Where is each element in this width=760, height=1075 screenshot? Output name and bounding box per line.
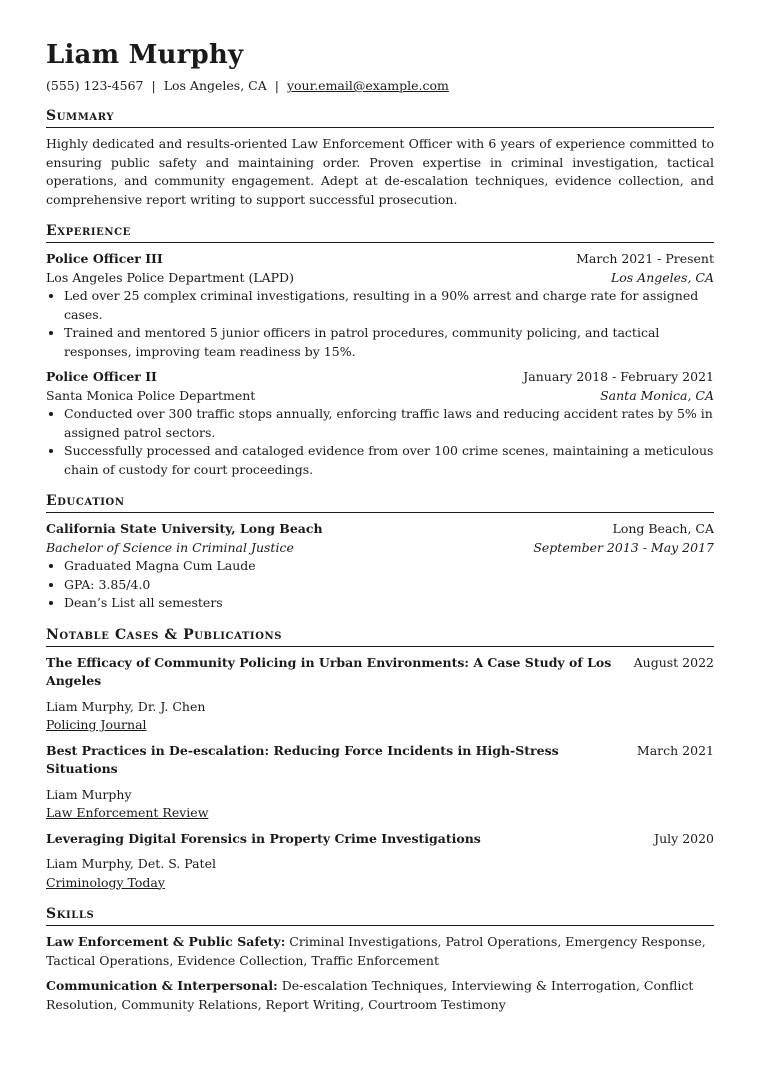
publication-date: July 2020 bbox=[654, 830, 714, 846]
list-item: • Successfully processed and cataloged evidence from over 100 crime scenes, maintaining a meticulous chain of custody for court proceedings. bbox=[64, 442, 714, 479]
section-title-summary: Summary bbox=[46, 108, 714, 128]
contact-line bbox=[46, 78, 714, 94]
publication-venue-link[interactable]: Policing Journal bbox=[46, 717, 147, 732]
section-title-skills: Skills bbox=[46, 906, 714, 926]
education-bullets bbox=[46, 557, 714, 613]
publication-venue-link[interactable]: Law Enforcement Review bbox=[46, 805, 209, 820]
employer-name: Santa Monica Police Department bbox=[46, 387, 256, 403]
phone-number: (555) 123-4567 bbox=[46, 78, 144, 93]
list-item: • GPA: 3.85/4.0 bbox=[64, 576, 714, 595]
publication-entry bbox=[46, 830, 714, 893]
section-title-publications: Notable Cases & Publications bbox=[46, 627, 714, 647]
location-text: Los Angeles, CA bbox=[163, 78, 267, 93]
job-title: Police Officer II bbox=[46, 369, 157, 384]
publication-entry bbox=[46, 742, 714, 823]
publication-title: The Efficacy of Community Policing in Urban Environments: A Case Study of Los Angeles bbox=[46, 654, 612, 688]
section-title-education: Education bbox=[46, 493, 714, 513]
publication-venue-link[interactable]: Criminology Today bbox=[46, 874, 165, 890]
list-item: • Trained and mentored 5 junior officers in patrol procedures, community policing, and tactical responses, improving team readiness by 15%. bbox=[64, 324, 714, 361]
skill-category: Law Enforcement & Public Safety: bbox=[46, 934, 286, 949]
employer-name: Los Angeles Police Department (LAPD) bbox=[46, 269, 294, 285]
skill-list: Criminal Investigations, Patrol Operations, Emergency Response, Tactical Operations, Evidence Collection, Traffic Enforcement bbox=[46, 934, 706, 968]
skill-category: Communication & Interpersonal: bbox=[46, 978, 278, 993]
email-link[interactable]: your.email@example.com bbox=[286, 78, 449, 93]
job-location: Santa Monica, CA bbox=[600, 387, 714, 403]
school-location: Long Beach, CA bbox=[612, 521, 714, 536]
contact-separator: | bbox=[274, 78, 279, 93]
publication-entry bbox=[46, 654, 714, 735]
publication-authors: Liam Murphy bbox=[46, 786, 132, 802]
list-item: • Conducted over 300 traffic stops annually, enforcing traffic laws and reducing accident rates by 5% in assigned patrol sectors. bbox=[64, 405, 714, 442]
publication-authors: Liam Murphy, Det. S. Patel bbox=[46, 856, 216, 871]
job-title: Police Officer III bbox=[46, 251, 163, 266]
skill-list: De-escalation Techniques, Interviewing & Interrogation, Conflict Resolution, Community Relations, Report Writing, Courtroom Testimony bbox=[46, 978, 694, 1012]
job-bullets bbox=[46, 287, 714, 361]
publication-title: Best Practices in De-escalation: Reducing Force Incidents in High-Stress Situations bbox=[46, 742, 559, 776]
school-name: California State University, Long Beach bbox=[46, 521, 323, 536]
publication-authors: Liam Murphy, Dr. J. Chen bbox=[46, 698, 206, 714]
experience-entry bbox=[46, 250, 714, 361]
education-dates: September 2013 - May 2017 bbox=[533, 539, 714, 555]
skill-group bbox=[46, 977, 714, 1014]
publication-date: August 2022 bbox=[633, 654, 714, 670]
contact-separator: | bbox=[151, 78, 156, 93]
publication-title: Leveraging Digital Forensics in Property Crime Investigations bbox=[46, 830, 481, 846]
job-location: Los Angeles, CA bbox=[610, 269, 714, 285]
job-dates: January 2018 - February 2021 bbox=[523, 369, 714, 384]
list-item: • Graduated Magna Cum Laude bbox=[64, 557, 714, 576]
education-entry bbox=[46, 520, 714, 613]
experience-entry bbox=[46, 368, 714, 479]
summary-text: Highly dedicated and results-oriented Law Enforcement Officer with 6 years of experience committed to ensuring public safety and maintaining order. Proven expertise in criminal investigation, tactical operations, and community engagement. Adept at de-escalation techniques, evidence collection, and comprehensive report writing to support successful prosecution. bbox=[46, 136, 714, 207]
list-item: • Dean’s List all semesters bbox=[64, 594, 714, 613]
job-dates: March 2021 - Present bbox=[576, 251, 714, 266]
list-item: • Led over 25 complex criminal investigations, resulting in a 90% arrest and charge rate for assigned cases. bbox=[64, 287, 714, 324]
job-bullets bbox=[46, 405, 714, 479]
candidate-name: Liam Murphy bbox=[46, 40, 244, 70]
skill-group bbox=[46, 933, 714, 970]
publication-date: March 2021 bbox=[636, 742, 714, 758]
degree-name: Bachelor of Science in Criminal Justice bbox=[46, 539, 294, 555]
section-title-experience: Experience bbox=[46, 223, 714, 243]
